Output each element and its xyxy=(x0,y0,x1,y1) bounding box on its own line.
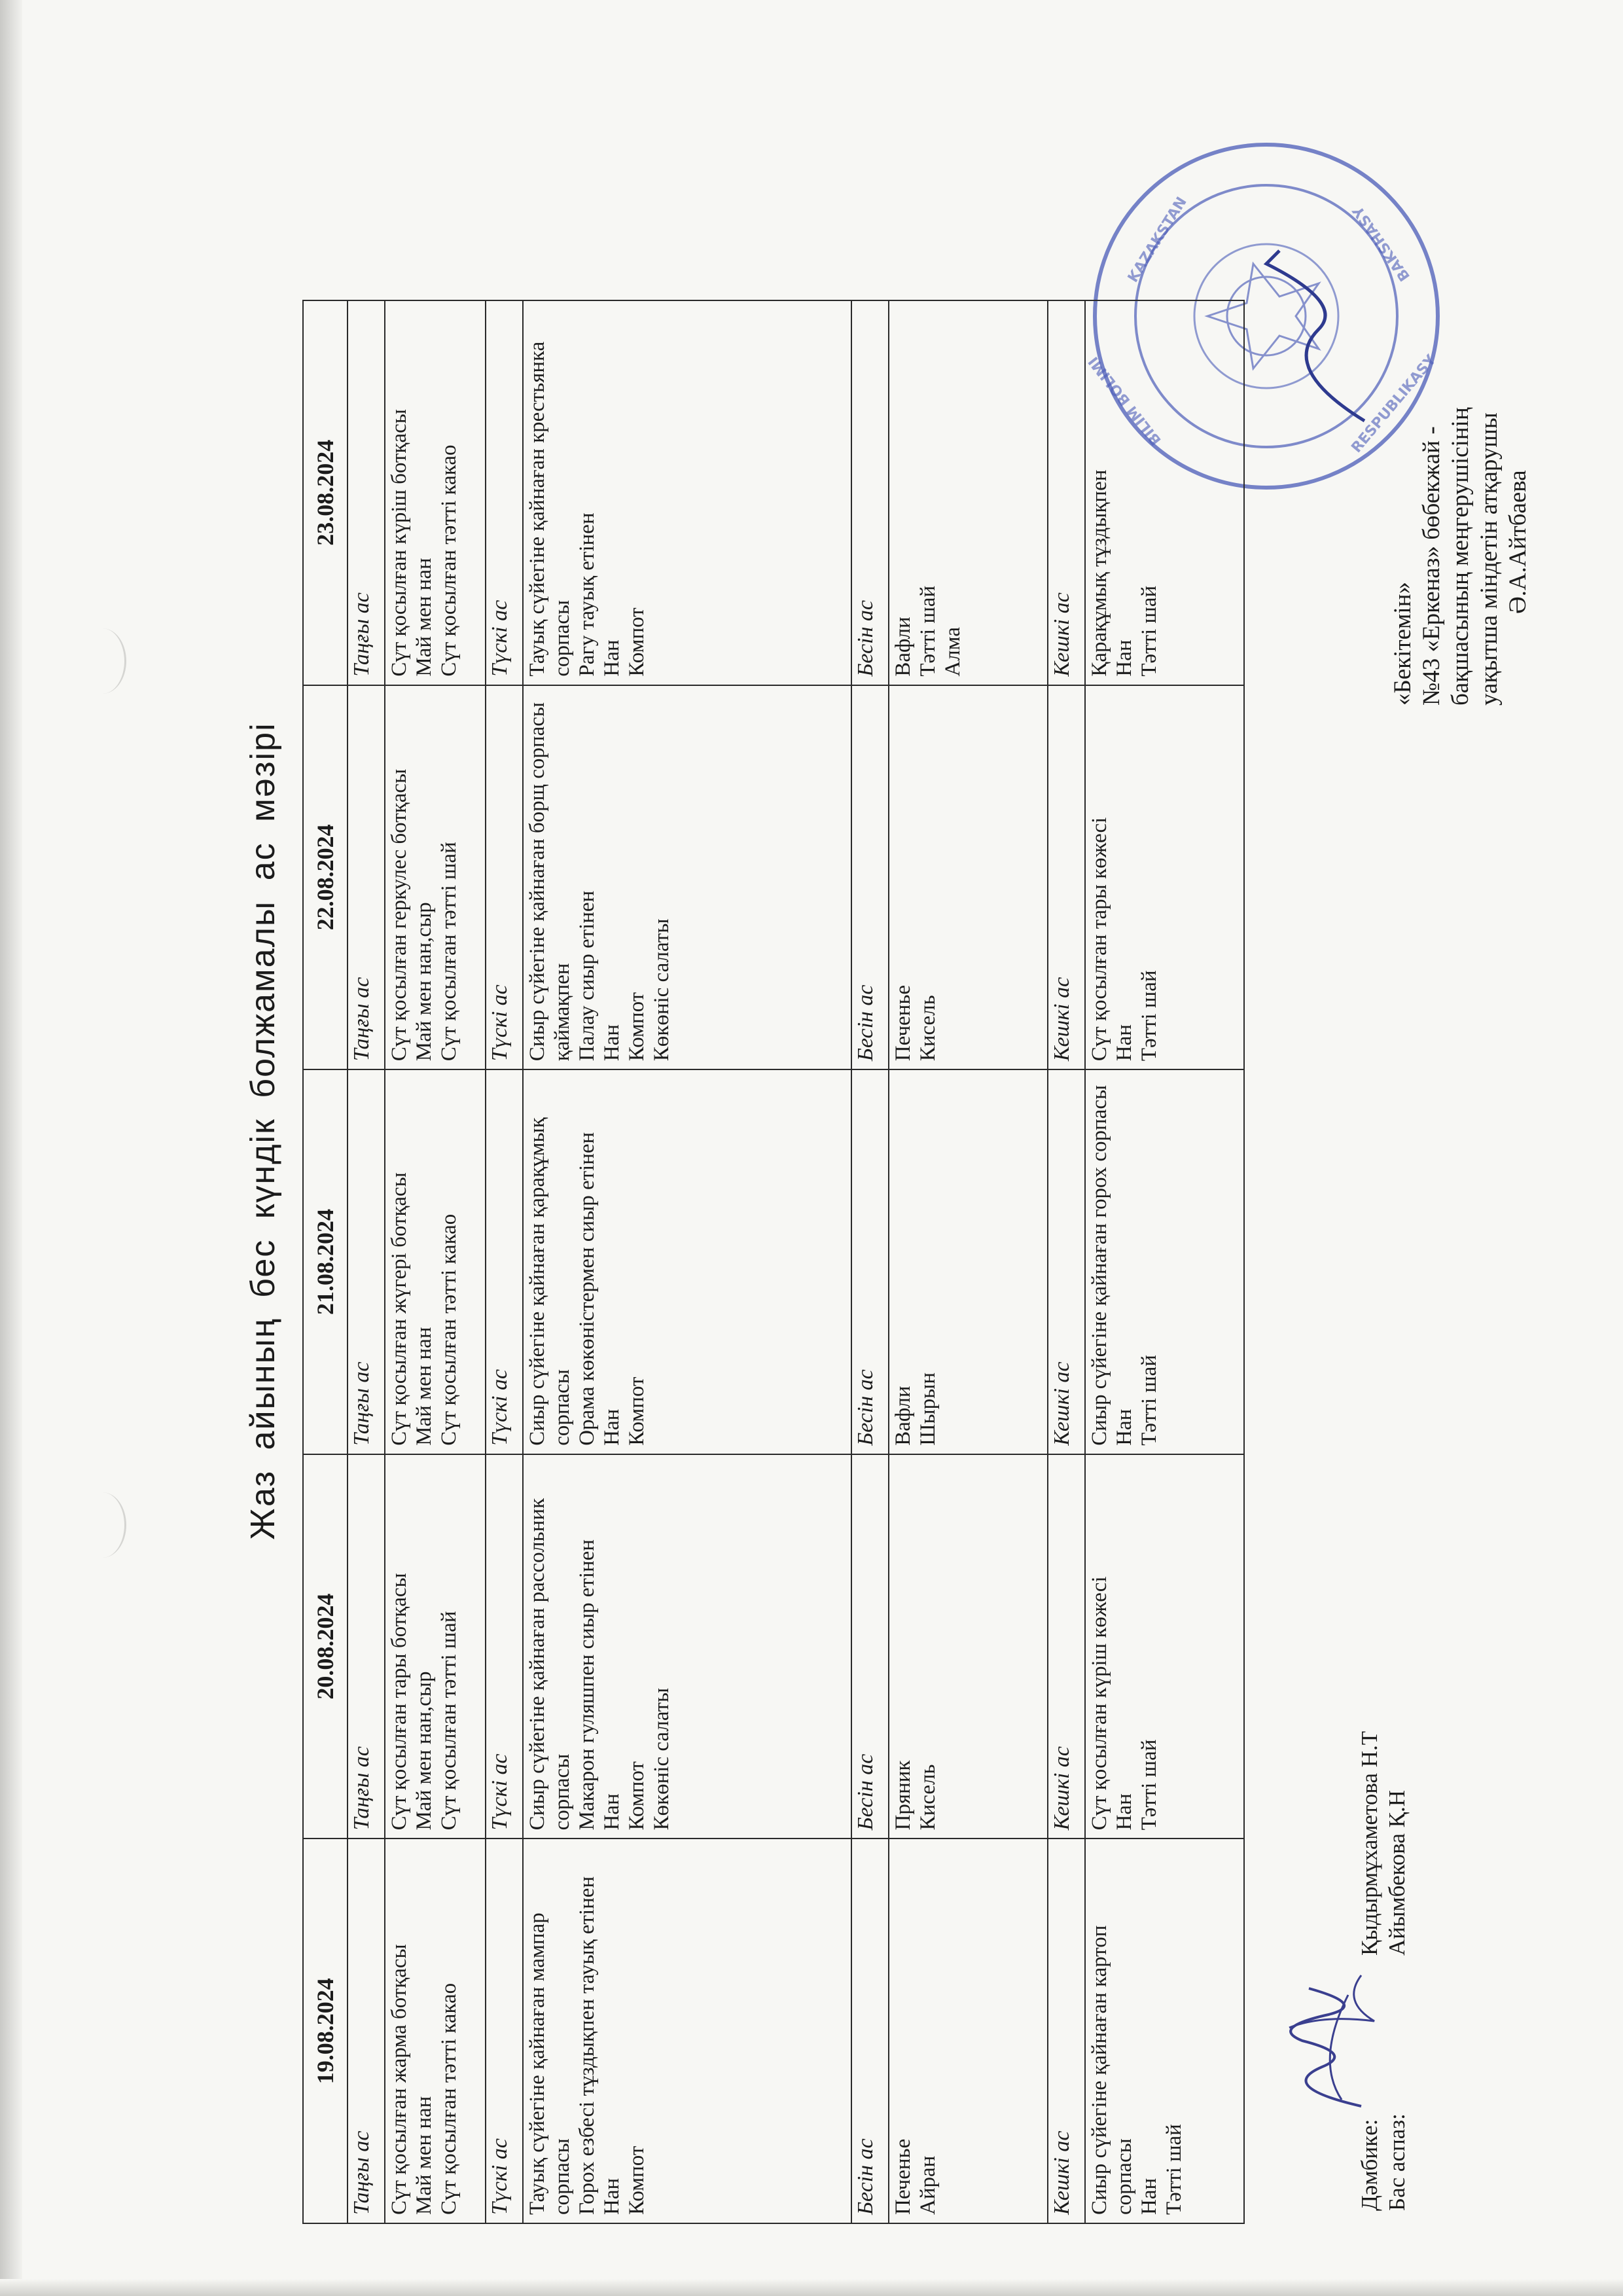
dish-item: Нан xyxy=(599,1408,624,1446)
dish-item: Алма xyxy=(941,627,965,677)
svg-text:RESPUBLIKASY: RESPUBLIKASY xyxy=(1348,351,1440,456)
document-title: Жаз айының бес күндік болжамалы ас мәзірі xyxy=(244,722,282,1540)
dish-item: Горох езбесі тұздықпен тауық етінен xyxy=(575,1876,599,2215)
meal-label: Таңғы ас xyxy=(348,300,385,685)
dish-item: Сиыр сүйегіне қайнаған горох сорпасы xyxy=(1088,1085,1112,1446)
meal-dishes-cell xyxy=(889,1069,1048,1454)
dish-item: Нан xyxy=(1137,2178,1162,2215)
dish-item: Май мен нан,сыр xyxy=(412,902,436,1062)
meal-dishes-cell xyxy=(385,300,486,685)
menu-table xyxy=(302,300,1245,2224)
meal-dishes-cell xyxy=(889,1839,1048,2223)
handwritten-signature xyxy=(1263,1969,1394,2126)
dish-item: Сүт қосылған тәтті какао xyxy=(437,444,461,677)
meal-dishes-cell xyxy=(385,1454,486,1839)
meal-dishes-cell xyxy=(1085,1454,1244,1839)
meal-dishes-cell xyxy=(523,685,852,1070)
date-header: 23.08.2024 xyxy=(303,300,348,685)
dish-item: Нан xyxy=(1113,1024,1137,1062)
dish-item: Май мен нан xyxy=(412,1327,436,1446)
meal-label: Кешкі ас xyxy=(1048,300,1085,685)
dish-item: Сүт қосылған геркулес ботқасы xyxy=(387,768,411,1062)
signer-roles xyxy=(1356,2113,1411,2211)
dish-item: Нан xyxy=(599,2178,624,2215)
svg-text:KAZAKSTAN: KAZAKSTAN xyxy=(1124,194,1190,286)
meal-dishes-cell xyxy=(523,1839,852,2223)
meal-label: Түскі ас xyxy=(486,300,523,685)
meal-label: Таңғы ас xyxy=(348,1454,385,1839)
dish-item: Көкөніс салаты xyxy=(649,1687,673,1831)
menu-table-body xyxy=(348,300,1244,2223)
meal-dishes-cell xyxy=(523,1069,852,1454)
dish-item: Көкөніс салаты xyxy=(649,918,673,1062)
meal-dishes-cell xyxy=(1085,1069,1244,1454)
meal-dishes-row xyxy=(523,300,852,2223)
signer-name: Айымбекова Қ.Н xyxy=(1384,1790,1410,1956)
dish-item: Вафли xyxy=(891,617,916,677)
meal-label: Кешкі ас xyxy=(1048,1839,1085,2223)
dish-item: Май мен нан,сыр xyxy=(412,1671,436,1831)
dish-item: Сүт қосылған күріш ботқасы xyxy=(387,409,411,677)
meal-label: Кешкі ас xyxy=(1048,1069,1085,1454)
dish-item: Айран xyxy=(916,2155,940,2215)
dish-item: Май мен нан xyxy=(412,2096,436,2215)
meal-dishes-cell xyxy=(385,1839,486,2223)
meal-label: Түскі ас xyxy=(486,685,523,1070)
meal-label: Бесін ас xyxy=(851,300,889,685)
meal-dishes-row xyxy=(1085,300,1244,2223)
dish-item: Кисель xyxy=(916,995,940,1062)
dish-item: Тәтті шай xyxy=(1162,2124,1186,2215)
meal-label: Таңғы ас xyxy=(348,1069,385,1454)
signer-role: Бас аспаз: xyxy=(1384,2113,1410,2211)
date-header: 21.08.2024 xyxy=(303,1069,348,1454)
dish-item: Сиыр сүйегіне қайнаған қарақұмық сорпасы xyxy=(525,1117,574,1446)
dish-item: Компот xyxy=(624,1376,649,1446)
meal-label-row xyxy=(486,300,523,2223)
dish-item: Нан xyxy=(599,1793,624,1831)
dish-item: Печенье xyxy=(891,984,916,1062)
date-header: 20.08.2024 xyxy=(303,1454,348,1839)
meal-dishes-cell xyxy=(1085,300,1244,685)
dish-item: Пряник xyxy=(891,1760,916,1831)
dish-item: Печенье xyxy=(891,2138,916,2215)
approval-line: Ә.А.Айтбаева xyxy=(1505,470,1531,614)
meal-label: Бесін ас xyxy=(851,1454,889,1839)
meal-label-row xyxy=(348,300,385,2223)
dish-item: Компот xyxy=(624,1761,649,1831)
dish-item: Май мен нан xyxy=(412,558,436,677)
dish-item: Макарон гуляшпен сиыр етінен xyxy=(575,1539,599,1831)
dish-item: Сүт қосылған жарма ботқасы xyxy=(387,1944,411,2215)
dish-item: Тәтті шай xyxy=(1137,1739,1162,1831)
meal-label: Түскі ас xyxy=(486,1454,523,1839)
meal-dishes-cell xyxy=(385,685,486,1070)
meal-label: Бесін ас xyxy=(851,1069,889,1454)
meal-dishes-cell xyxy=(523,1454,852,1839)
dish-item: Шырын xyxy=(916,1372,940,1446)
dish-item: Тәтті шай xyxy=(1137,585,1162,677)
dish-item: Сүт қосылған тары ботқасы xyxy=(387,1573,411,1831)
dish-item: Қарақұмық тұздықпен xyxy=(1088,469,1112,677)
dish-item: Сиыр сүйегіне қайнаған борщ сорпасы қаймақпен xyxy=(525,702,574,1062)
approval-line: бақшасының меңгерушісінің xyxy=(1447,407,1474,706)
dish-item: Сүт қосылған жүгері ботқасы xyxy=(387,1172,411,1446)
meal-label: Кешкі ас xyxy=(1048,685,1085,1070)
dish-item: Сүт қосылған тәтті какао xyxy=(437,1213,461,1446)
signer-role: Дәмбикe: xyxy=(1357,2119,1382,2211)
meal-label-row xyxy=(1048,300,1085,2223)
svg-text:BILIM BOLIMI: BILIM BOLIMI xyxy=(1085,353,1165,448)
dish-item: Сүт қосылған тәтті шай xyxy=(437,1611,461,1831)
dish-item: Нан xyxy=(1113,639,1137,677)
dish-item: Сиыр сүйегіне қайнаған рассольник сорпасы xyxy=(525,1498,574,1831)
dish-item: Тәтті шай xyxy=(1137,970,1162,1062)
meal-label: Түскі ас xyxy=(486,1839,523,2223)
meal-dishes-cell xyxy=(385,1069,486,1454)
meal-dishes-cell xyxy=(523,300,852,685)
dish-item: Компот xyxy=(624,992,649,1062)
meal-dishes-cell xyxy=(889,1454,1048,1839)
dish-item: Сүт қосылған тәтті шай xyxy=(437,842,461,1062)
signer-name: Қыдырмұхаметова Н.Т xyxy=(1357,1731,1382,1956)
signer-names xyxy=(1356,1731,1411,1956)
dish-item: Орама көкөністермен сиыр етінен xyxy=(575,1132,599,1446)
dish-item: Компот xyxy=(624,607,649,677)
meal-dishes-cell xyxy=(889,685,1048,1070)
meal-dishes-cell xyxy=(1085,1839,1244,2223)
dish-item: Нан xyxy=(599,639,624,677)
meal-label: Таңғы ас xyxy=(348,1839,385,2223)
meal-dishes-row xyxy=(889,300,1048,2223)
dish-item: Нан xyxy=(599,1024,624,1062)
dish-item: Тауық сүйегіне қайнаған крестьянка сорпасы xyxy=(525,341,574,677)
dish-item: Сиыр сүйегіне қайнаған картоп сорпасы xyxy=(1088,1925,1137,2215)
dish-item: Тәтті шай xyxy=(1137,1355,1162,1446)
meal-dishes-row xyxy=(385,300,486,2223)
approval-line: «Бекітемін» xyxy=(1389,581,1416,706)
dish-item: Компот xyxy=(624,2145,649,2215)
meal-label: Бесін ас xyxy=(851,685,889,1070)
dish-item: Нан xyxy=(1113,1793,1137,1831)
meal-dishes-cell xyxy=(1085,685,1244,1070)
meal-label: Бесін ас xyxy=(851,1839,889,2223)
dish-item: Палау сиыр етінен xyxy=(575,890,599,1062)
dish-item: Тәтті шай xyxy=(916,585,940,677)
meal-dishes-cell xyxy=(889,300,1048,685)
approval-line: №43 «Еркеназ» бөбекжай - xyxy=(1418,426,1445,706)
dish-item: Вафли xyxy=(891,1386,916,1446)
dish-item: Сүт қосылған тәтті какао xyxy=(437,1982,461,2215)
dish-item: Нан xyxy=(1113,1408,1137,1446)
dish-item: Сүт қосылған тары көжесі xyxy=(1088,817,1112,1062)
meal-label: Кешкі ас xyxy=(1048,1454,1085,1839)
date-header-row xyxy=(303,300,348,2223)
meal-label-row xyxy=(851,300,889,2223)
dish-item: Рагу тауық етінен xyxy=(575,512,599,677)
dish-item: Сүт қосылған күріш көжесі xyxy=(1088,1576,1112,1831)
dish-item: Тауық сүйегіне қайнаған мампар сорпасы xyxy=(525,1912,574,2215)
approval-line: уақытша міндетін атқарушы xyxy=(1476,412,1503,706)
date-header: 22.08.2024 xyxy=(303,685,348,1070)
meal-label: Таңғы ас xyxy=(348,685,385,1070)
svg-text:BAKSHASY: BAKSHASY xyxy=(1349,202,1414,284)
meal-label: Түскі ас xyxy=(486,1069,523,1454)
date-header: 19.08.2024 xyxy=(303,1839,348,2223)
dish-item: Кисель xyxy=(916,1764,940,1831)
